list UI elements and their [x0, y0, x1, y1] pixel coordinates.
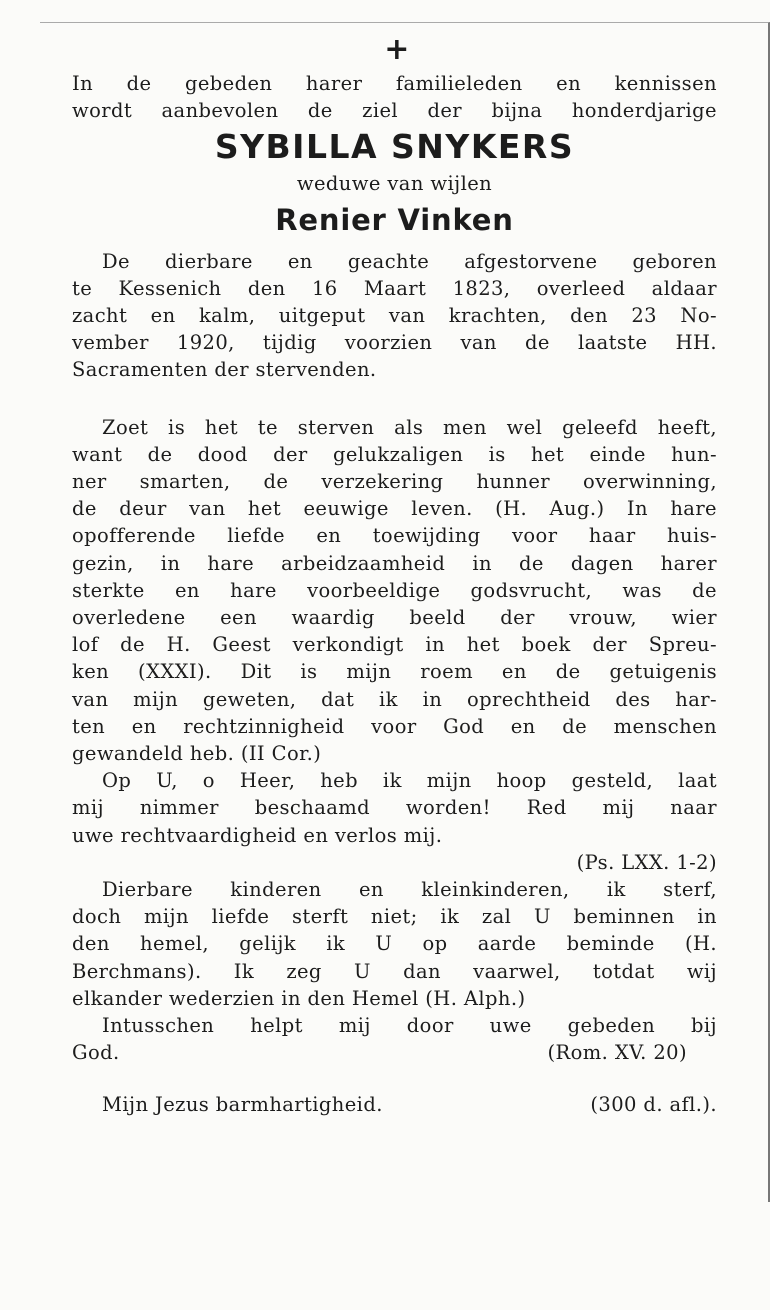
husband-name: Renier Vinken: [275, 202, 514, 237]
text-line: den hemel, gelijk ik U op aarde beminde (H.: [72, 932, 717, 956]
intro-line: wordt aanbevolen de ziel der bijna honderdjarige: [72, 99, 717, 123]
text-line: gezin, in hare arbeidzaamheid in de dagen harer: [72, 551, 717, 575]
text-line: want de dood der gelukzaligen is het einde hun-: [72, 442, 717, 466]
text-line: opofferende liefde en toewijding voor haar huis-: [72, 524, 717, 548]
text-line: ken (XXXI). Dit is mijn roem en de getuigenis: [72, 660, 717, 684]
bio-line: vember 1920, tijdig voorzien van de laatste HH.: [72, 331, 717, 355]
bio-line: De dierbare en geachte afgestorvene geboren: [102, 249, 717, 273]
text-line: Dierbare kinderen en kleinkinderen, ik sterf,: [102, 878, 717, 902]
text-line: sterkte en hare voorbeeldige godsvrucht, was de: [72, 578, 717, 602]
scripture-reference: (Rom. XV. 20): [547, 1041, 687, 1065]
text-line: de deur van het eeuwige leven. (H. Aug.) In hare: [72, 497, 717, 521]
text-line: uwe rechtvaardigheid en verlos mij.: [72, 823, 443, 847]
indulgence-text: (300 d. afl.).: [590, 1092, 717, 1116]
prayer-text: Mijn Jezus barmhartigheid.: [102, 1092, 383, 1116]
text-line: doch mijn liefde sterft niet; ik zal U beminnen in: [72, 905, 717, 929]
text-line: ner smarten, de verzekering hunner overwinning,: [72, 470, 717, 494]
last-word: God.: [72, 1041, 120, 1065]
text-line: Intusschen helpt mij door uwe gebeden bij: [102, 1014, 717, 1038]
text-line: Berchmans). Ik zeg U dan vaarwel, totdat wij: [72, 959, 717, 983]
prayer-card: [72, 30, 717, 1118]
text-line: van mijn geweten, dat ik in oprechtheid des har-: [72, 687, 717, 711]
relation-text: weduwe van wijlen: [296, 172, 493, 196]
bio-line: Sacramenten der stervenden.: [72, 358, 377, 382]
intro-line: In de gebeden harer familieleden en kennissen: [72, 72, 717, 95]
text-line: elkander wederzien in den Hemel (H. Alph.): [72, 986, 526, 1010]
deceased-name: SYBILLA SNYKERS: [214, 127, 575, 167]
text-line: overledene een waardig beeld der vrouw, wier: [72, 606, 717, 630]
cross-symbol: +: [384, 32, 410, 67]
footer-prayer: [72, 1091, 717, 1118]
bio-line: te Kessenich den 16 Maart 1823, overleed aldaar: [72, 276, 717, 300]
text-line: ten en rechtzinnigheid voor God en de menschen: [72, 714, 717, 738]
bio-line: zacht en kalm, uitgeput van krachten, den 23 No-: [72, 304, 717, 328]
text-line: Op U, o Heer, heb ik mijn hoop gesteld, laat: [102, 769, 717, 793]
text-line: mij nimmer beschaamd worden! Red mij naar: [72, 796, 717, 820]
scripture-reference: (Ps. LXX. 1-2): [576, 850, 717, 874]
text-line: Zoet is het te sterven als men wel geleefd heeft,: [102, 415, 717, 439]
text-line: gewandeld heb. (II Cor.): [72, 742, 322, 766]
text-line: lof de H. Geest verkondigt in het boek der Spreu-: [72, 633, 717, 657]
final-line: [72, 1039, 717, 1066]
